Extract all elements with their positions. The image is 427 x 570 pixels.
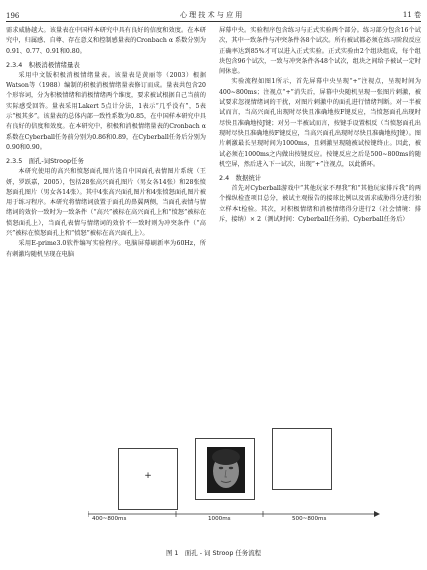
right-column: [219, 26, 421, 225]
section-heading: 2.4 数据统计: [219, 174, 262, 183]
page-number: 196: [6, 12, 20, 20]
running-header: [6, 6, 421, 20]
volume-label: 11 卷: [402, 11, 421, 19]
paragraph: 本研究使用的高兴和愤怒面孔图片选自中国面孔表情图片系统（王妍，罗跃嘉，2005），包括28张高兴面孔图片（男女各14张）和28张愤怒面孔图片（男女各14张）。其中4张高兴面孔图片和4张愤怒面孔图片被用于练习程序。本研究将情绪词放置于面孔的鼻翼两侧，当面孔表情与情绪词的效价一致时为一致条件（“高兴”被标在高兴面孔上和“愤怒”被标在愤怒面孔上），当面孔表情与情绪词的效价不一致时则为冲突条件（“高兴”被标在愤怒面孔上和“愤怒”被标在高兴面孔上）。: [6, 168, 206, 238]
paragraph: 采用E-prime3.0软件编写实验程序。电脑屏幕刷新率为60Hz，所有刺激均随机呈现在电脑: [6, 240, 206, 258]
journal-title: 心 理 技 术 与 应 用: [179, 11, 243, 19]
duration-label: 400~800ms: [92, 516, 127, 522]
duration-label: 500~800ms: [292, 516, 327, 522]
left-column: [6, 26, 206, 260]
timeline-arrow: [88, 509, 380, 519]
section-heading: 2.3.5 面孔-词Stroop任务: [6, 157, 84, 166]
paragraph: 实验流程如图1所示，首先屏幕中央呈现“+”注视点，呈现时间为400~800ms；注视点“+”消失后，屏幕中央随机呈现一张图片刺激，被试要求忽视情绪词的干扰，对图片刺激中的面孔进行情绪判断。对一半被试而言，当高兴面孔出现时尽快且准确地按F键反应，当愤怒面孔出现时尽快且准确地按J键；对另一半被试而言，按键手设置相反（当愤怒面孔出现时尽快且准确地按F键反应，当高兴面孔出现时尽快且准确地按J键）。图片刺激最长呈现时间为1000ms，且刺激呈现随被试按键终止。因此，被试必须在1000ms之内做出按键反应。按键反应之后是500~800ms的随机空屏，然后进入下一试次，出现“+”注视点，以此循环。: [219, 78, 421, 168]
face-stimulus-screen: [195, 438, 255, 500]
fixation-screen: [118, 448, 178, 510]
paragraph: 采用中文版积极消极情绪量表。该量表是黄丽等（2003）根据Watson等（1988）编制的积极消极情绪量表修订而成。量表共包含20个形容词，分为积极情绪和消极情绪两个维度，要求被试根据自己当前的实际感受回答。量表采用Lakert 5点计分法，1表示“几乎没有”，5表示“极其多”。该量表的总体内部一致性系数为0.85，在中国样本研究中具有良好的信度和效度。在本研究中，积极和消极情绪量表的Cronbach α 系数在Cyberball任务前分别为0.86和0.89，在Cyberball任务后分别为0.90和0.90。: [6, 71, 206, 151]
duration-label: 1000ms: [208, 516, 231, 522]
figure-caption: 图 1 面孔 - 词 Stroop 任务流程: [166, 549, 261, 557]
fixation-cross: +: [144, 471, 152, 481]
task-flow-figure: [60, 430, 390, 535]
section-heading: 2.3.4 积极消极情绪量表: [6, 60, 80, 69]
paragraph: 屏幕中央。实验程序包含练习与正式实验两个部分。练习部分包含16个试次，其中一致条件与冲突条件各8个试次。所有被试都必须在练习阶段反应正确率达到85%才可以进入正式实验。正式实验由2个组块组成，每个组块包含96个试次，一致与冲突条件各48个试次，组块之间给予被试一定时间休息。: [219, 27, 421, 76]
paragraph: 需求威胁越大。该量表在中国样本研究中具有良好的信度和效度。在本研究中，归属感、自尊、存在意义和控制感量表的Cronbach α 系数分别为0.91、0.77、0.91和0.80。: [6, 27, 206, 55]
face-photo-icon: [207, 447, 245, 493]
blank-screen: [272, 428, 332, 490]
paragraph: 首先对Cyberball游戏中“其他玩家不理我”和“其他玩家排斥我”的两个操纵检查项目总分，被试主观报告的接球比例以及需求威胁得分进行独立样本t检验。其次，对积极情绪和消极情绪得分进行2（社会情境：排斥，接纳）× 2（测试时间：Cyberball任务前、Cyberball任务后）: [219, 185, 421, 224]
header-rule: [6, 21, 421, 22]
